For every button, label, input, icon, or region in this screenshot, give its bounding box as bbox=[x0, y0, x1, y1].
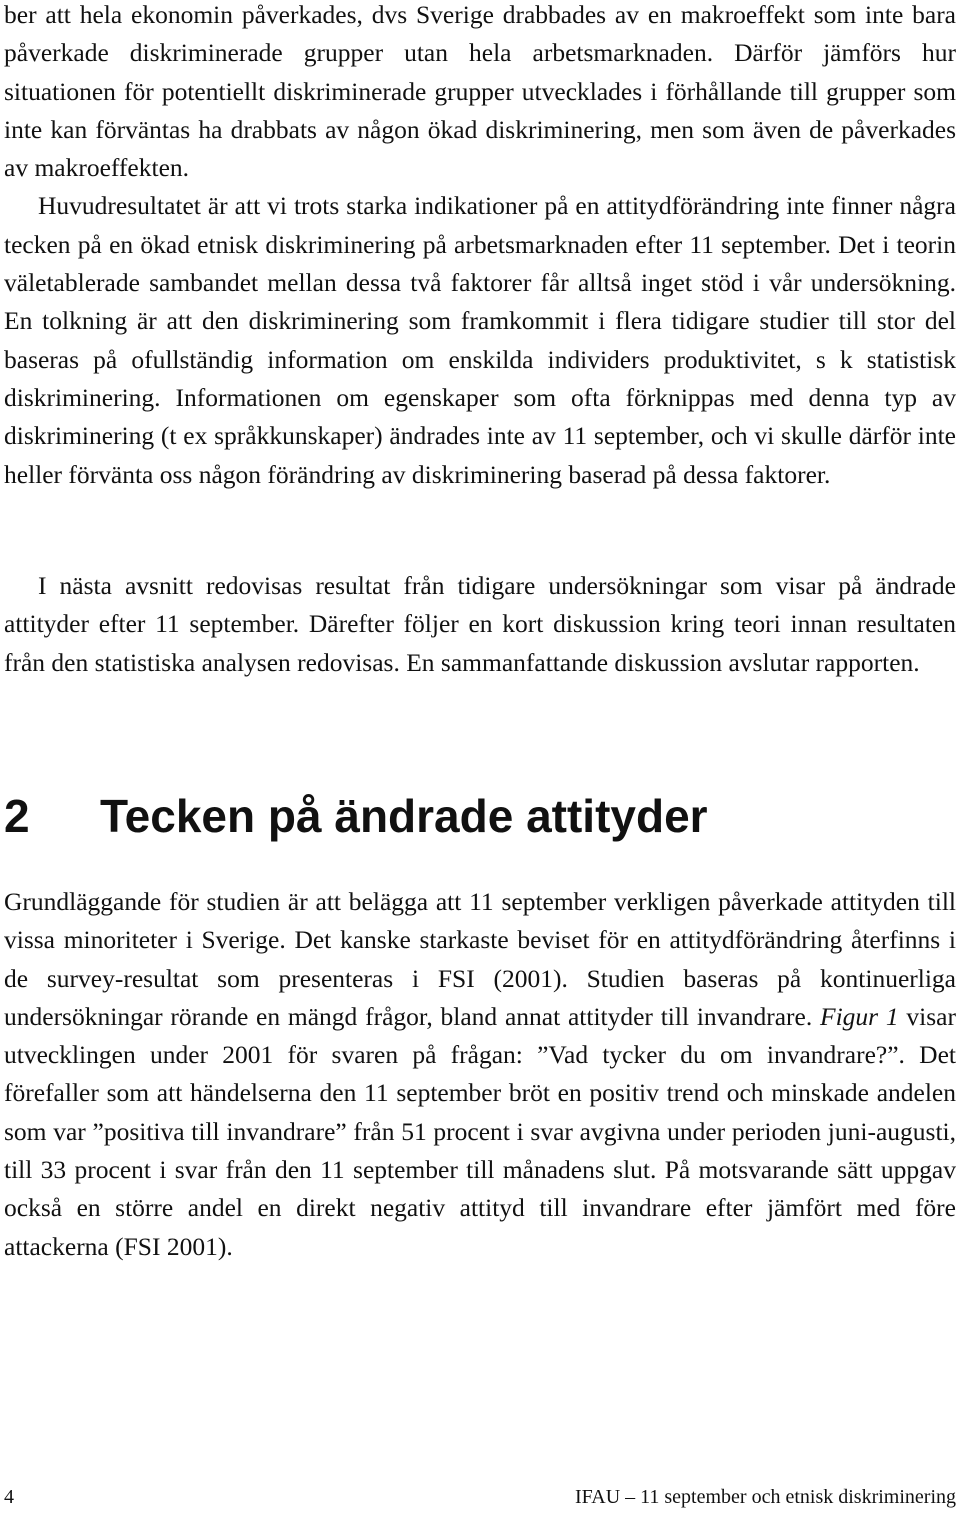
section-number: 2 bbox=[4, 790, 30, 842]
section-heading bbox=[4, 786, 708, 846]
paragraph-main-result: Huvudresultatet är att vi trots starka indikationer på en attitydförändring inte finner några tecken på en ökad etnisk diskriminering på arbetsmarknaden efter 11 september. Det i teorin väletablerade sambandet mellan dessa två faktorer får alltså inget stöd i vår undersökning. En tolkning är att den diskriminering som framkommit i flera tidigare studier till stor del baseras på ofullständig information om enskilda individers produktivitet, s k statistisk diskriminering. Informationen om egenskaper som ofta förknippas med denna typ av diskriminering (t ex språkkunskaper) ändrades inte av 11 september, och vi skulle därför inte heller förvänta oss någon förändring av diskriminering baserad på dessa faktorer. bbox=[4, 191, 956, 489]
outline-text-block bbox=[4, 567, 956, 682]
paragraph-outline: I nästa avsnitt redovisas resultat från tidigare undersökningar som visar på ändrade attityder efter 11 september. Därefter följer en kort diskussion kring teori innan resultaten från den statistiska analysen redovisas. En sammanfattande diskussion avslutar rapporten. bbox=[4, 571, 956, 677]
section-title: Tecken på ändrade attityder bbox=[100, 790, 708, 842]
section-text-part-1: Grundläggande för studien är att belägga att 11 september verkligen påverkade attityden till vissa minoriteter i Sverige. Det kanske starkaste beviset för en attitydförändring återfinns i de survey-resultat som presenteras i FSI (2001). Studien baseras på kontinuerliga undersökningar rörande en mängd frågor, bland annat attityder till invandrare. bbox=[4, 887, 956, 1031]
section-text-part-2: visar utvecklingen under 2001 för svaren på frågan: ”Vad tycker du om invandrare?”. Det förefaller som att händelserna den 11 september bröt en positiv trend och minskade andelen som var ”positiva till invandrare” från 51 procent i svar avgivna under perioden juni-augusti, till 33 procent i svar från den 11 september till månadens slut. På motsvarande sätt uppgav också en större andel en direkt negativ attityd till invandrare efter jämfört med före attackerna (FSI 2001). bbox=[4, 1001, 956, 1261]
running-footer-title: IFAU – 11 september och etnisk diskriminering bbox=[574, 1486, 956, 1508]
section-text-block bbox=[4, 883, 956, 1266]
paragraph-section-body bbox=[4, 883, 956, 1266]
paragraph-intro-continuation: ber att hela ekonomin påverkades, dvs Sverige drabbades av en makroeffekt som inte bara påverkade diskriminerade grupper utan hela arbetsmarknaden. Därför jämförs hur situationen för potentiellt diskriminerade grupper utvecklades i förhållande till grupper som inte kan förväntas ha drabbats av någon ökad diskriminering, men som även de påverkades av makroeffekten. bbox=[4, 0, 956, 183]
intro-text-block bbox=[4, 0, 956, 494]
figure-reference: Figur 1 bbox=[820, 1001, 899, 1031]
page-number: 4 bbox=[4, 1486, 14, 1508]
